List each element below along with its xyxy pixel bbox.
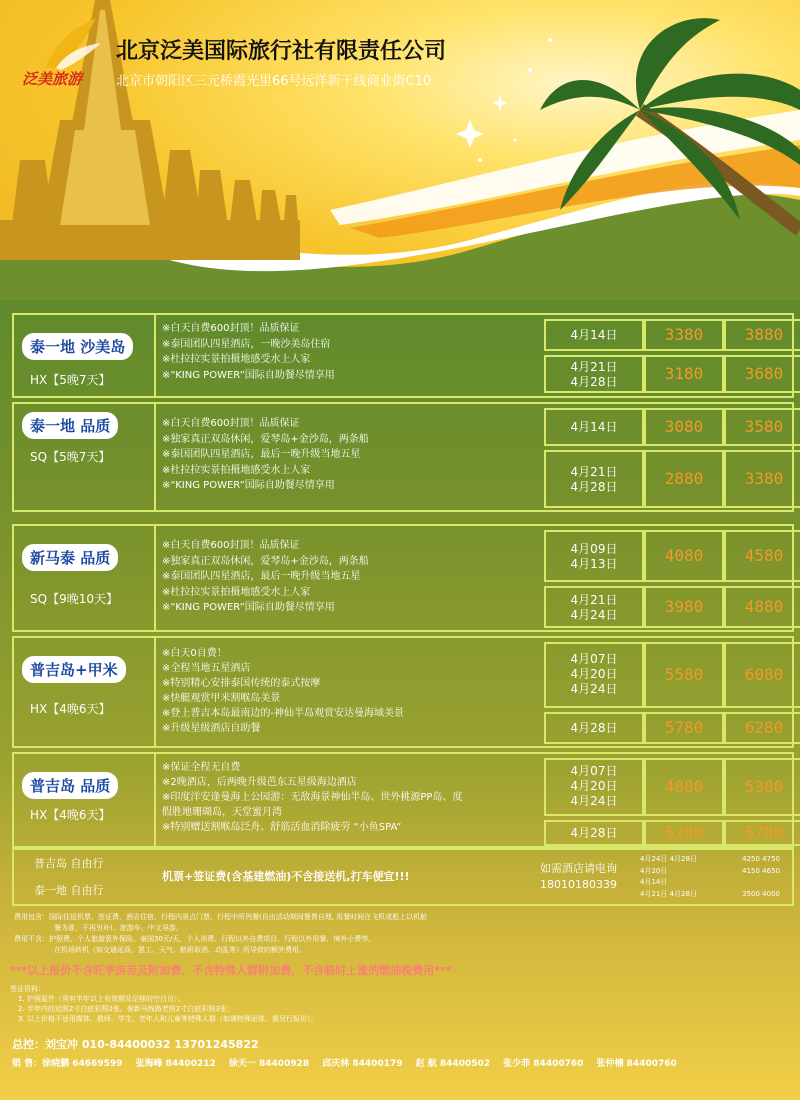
feature-line: ※泰国团队四星酒店，最后一晚升级当地五星 xyxy=(162,449,361,460)
route-duration: SQ【9晚10天】 xyxy=(30,592,118,606)
route-features xyxy=(162,760,542,835)
route-name: 泰一地 沙美岛 xyxy=(22,333,133,360)
feature-line: ※登上普吉本岛最南边的-神仙半岛观赏安达曼海域美景 xyxy=(162,708,404,719)
free-route-name: 普吉岛 自由行 xyxy=(34,857,104,870)
feature-line: ※全程当地五星酒店 xyxy=(162,663,251,674)
route-duration: HX【4晚6天】 xyxy=(30,702,111,716)
price-cell: 5780 xyxy=(724,820,800,846)
date-cell xyxy=(544,408,644,446)
date-cell xyxy=(544,712,644,744)
route-features xyxy=(162,321,542,383)
route-block xyxy=(12,524,794,632)
price-cell: 3080 xyxy=(644,408,724,446)
feature-line: ※白天0自费！ xyxy=(162,648,227,659)
price-cell: 6280 xyxy=(724,712,800,744)
fee-notes xyxy=(14,912,774,956)
price-cell: 2880 xyxy=(644,450,724,508)
date: 4月24日 xyxy=(570,682,618,696)
route-name: 普吉岛 品质 xyxy=(22,772,118,799)
date: 4月20日 xyxy=(570,667,618,681)
feature-line: ※白天自费600封顶！品质保证 xyxy=(162,418,300,429)
date: 4月24日 xyxy=(570,608,618,622)
price-cell: 4880 xyxy=(644,758,724,816)
date: 4月24日 xyxy=(570,794,618,808)
route-duration: HX【4晚6天】 xyxy=(30,808,111,822)
price-cell: 3380 xyxy=(724,450,800,508)
note-line: 在机场转机（如交通延误、罢工、天气、航班取消、动乱等）所导致的额外费用。 xyxy=(54,946,306,954)
feature-line: ※泰国团队四星酒店，一晚沙美岛住宿 xyxy=(162,338,331,350)
route-title-cell xyxy=(14,404,156,510)
feature-line: ※独家真正双岛休闲，爱琴岛+金沙岛，两条船 xyxy=(162,433,369,445)
price-cell: 5280 xyxy=(644,820,724,846)
price-cell: 3580 xyxy=(724,408,800,446)
price-cell: 3180 xyxy=(644,355,724,393)
feature-line: ※快艇观赏甲米割喉岛美景 xyxy=(162,693,281,704)
route-block xyxy=(12,636,794,748)
note-line: 签证资料： xyxy=(10,985,45,993)
note-line: 费用不含：护照费、个人旅游意外保险、泰国30元/天、个人消费、行程以外自费项目、行程以外用餐、境外小费等。 xyxy=(14,935,376,943)
price-warning: ***以上报价不含旺季房差及附加费，不含特殊人群附加费，不含临时上涨的燃油税费用*** xyxy=(10,964,452,977)
price-cell: 5580 xyxy=(644,642,724,708)
logo-text: 泛美旅游 xyxy=(22,70,83,88)
sales-contact: 销 售：徐晓鹏 64669599 xyxy=(12,1059,123,1069)
route-features xyxy=(162,538,542,616)
price-cell: 4580 xyxy=(724,530,800,582)
date: 4月14日 xyxy=(570,420,618,434)
date: 4月21日 xyxy=(570,465,618,479)
date-cell xyxy=(544,450,644,508)
feature-line: ※印度洋安逢曼海上公园游：无敌海景神仙半岛、世外桃源PP岛、度 xyxy=(162,792,463,803)
date-cell xyxy=(544,758,644,816)
free-price: 3500 4000 xyxy=(742,889,780,898)
feature-line: ※白天自费600封顶！品质保证 xyxy=(162,323,300,334)
visa-notes xyxy=(10,984,710,1024)
route-block xyxy=(12,313,794,398)
price-cell: 5780 xyxy=(644,712,724,744)
price-cell: 3980 xyxy=(644,586,724,628)
feature-line: ※白天自费600封顶！品质保证 xyxy=(162,540,300,551)
sales-contact: 邱庆林 84400179 xyxy=(322,1059,403,1069)
free-prices xyxy=(722,854,780,900)
free-dates xyxy=(640,854,697,900)
sales-contact: 赵 航 84400502 xyxy=(415,1059,491,1069)
note-line: 费用包含：国际往返机票、签证费、酒店住宿、行程内景点门票、行程中所列餐(自由活动期间餐费自理, 用餐时间在飞机或船上以机舱 xyxy=(14,913,428,921)
feature-line: ※泰国团队四星酒店，最后一晚升级当地五星 xyxy=(162,571,361,582)
free-date: 4月14日 xyxy=(640,878,668,886)
feature-line: ※杜拉拉实景拍摄地感受水上人家 xyxy=(162,464,311,476)
hotel-note: 如需酒店请电询 xyxy=(540,862,617,875)
free-price: 4150 4650 xyxy=(742,866,780,875)
date-cell xyxy=(544,319,644,351)
date: 4月20日 xyxy=(570,779,618,793)
feature-line: ※保证全程无自费 xyxy=(162,762,241,773)
price-cell: 3680 xyxy=(724,355,800,393)
date: 4月09日 xyxy=(570,542,618,556)
route-features xyxy=(162,416,542,494)
feature-line: ※“KING POWER”国际自助餐尽情享用 xyxy=(162,602,335,613)
free-date: 4月24日 4月28日 xyxy=(640,855,697,863)
company-address: 北京市朝阳区三元桥霞光里66号远洋新干线商业街C10 xyxy=(116,74,432,89)
price-cell: 6080 xyxy=(724,642,800,708)
route-name: 泰一地 品质 xyxy=(22,412,118,439)
price-cell: 4080 xyxy=(644,530,724,582)
route-duration: HX【5晚7天】 xyxy=(30,373,111,387)
feature-line: ※特别精心安排泰国传统的泰式按摩 xyxy=(162,678,321,689)
price-cell: 3880 xyxy=(724,319,800,351)
date-cell xyxy=(544,586,644,628)
note-line: 3. 以上价格不适用媒体、教师、学生、老年人和儿童等特殊人群（如遇特殊团体、需另行报价）。 xyxy=(18,1015,318,1023)
date: 4月07日 xyxy=(570,652,618,666)
route-title-cell xyxy=(14,526,156,630)
date: 4月28日 xyxy=(570,480,618,494)
free-travel-row xyxy=(12,846,794,906)
free-route-name: 泰一地 自由行 xyxy=(34,884,104,897)
date: 4月21日 xyxy=(570,593,618,607)
free-price: 4250 4750 xyxy=(742,855,780,863)
date: 4月28日 xyxy=(570,721,618,735)
date: 4月13日 xyxy=(570,557,618,571)
feature-line: ※“KING POWER”国际自助餐尽情享用 xyxy=(162,480,335,491)
free-desc: 机票+签证费(含基建燃油)不含接送机,打车便宜!!! xyxy=(162,870,410,883)
agent-contact: 总控：刘宝冲 010-84400032 13701245822 xyxy=(12,1038,259,1051)
sales-contact: 张仲楠 84400760 xyxy=(596,1059,677,1069)
feature-line: ※升级星级酒店自助餐 xyxy=(162,723,261,734)
route-title-cell xyxy=(14,754,156,848)
free-price xyxy=(722,877,780,889)
date: 4月07日 xyxy=(570,764,618,778)
route-block xyxy=(12,402,794,512)
note-line: 餐为准，不再另补)、旅游车、中文导游。 xyxy=(54,924,183,932)
hotel-phone: 18010180339 xyxy=(540,878,617,891)
free-date: 4月20日 xyxy=(640,866,668,875)
date-cell xyxy=(544,530,644,582)
price-cell: 3380 xyxy=(644,319,724,351)
route-name: 普吉岛+甲米 xyxy=(22,656,126,683)
price-cell: 4880 xyxy=(724,586,800,628)
free-date: 4月21日 4月28日 xyxy=(640,889,697,898)
feature-line: ※特别赠送割喉岛泛舟、舒筋活血消除疲劳 “小鱼SPA” xyxy=(162,822,402,833)
note-line: 1. 护照原件（须有半年以上有效期及足够的空白页）； xyxy=(18,995,185,1003)
date: 4月28日 xyxy=(570,826,618,840)
date-cell xyxy=(544,820,644,846)
note-line: 2. 半年内的近照2寸白底彩照2张。泰新马线路老照2寸白底彩照3张； xyxy=(18,1005,234,1013)
feature-line: ※杜拉拉实景拍摄地感受水上人家 xyxy=(162,586,311,598)
date: 4月28日 xyxy=(570,375,618,389)
date-cell xyxy=(544,642,644,708)
feature-line: ※2晚酒店，后两晚升级芭东五星级海边酒店 xyxy=(162,777,357,788)
feature-line: ※“KING POWER”国际自助餐尽情享用 xyxy=(162,369,335,381)
route-block xyxy=(12,752,794,850)
route-features xyxy=(162,646,542,736)
route-title-cell xyxy=(14,638,156,746)
sales-contact: 徐天一 84400928 xyxy=(228,1059,310,1069)
date: 4月21日 xyxy=(570,360,618,374)
route-title-cell xyxy=(14,315,156,396)
feature-line: ※独家真正双岛休闲，爱琴岛+金沙岛，两条船 xyxy=(162,555,369,567)
sales-contact: 张海峰 84400212 xyxy=(135,1059,216,1069)
price-cell: 5380 xyxy=(724,758,800,816)
tour-table xyxy=(12,313,794,854)
feature-line: ※杜拉拉实景拍摄地感受水上人家 xyxy=(162,354,311,365)
date-cell xyxy=(544,355,644,393)
company-name: 北京泛美国际旅行社有限责任公司 xyxy=(116,39,447,64)
route-name: 新马泰 品质 xyxy=(22,544,118,571)
date: 4月14日 xyxy=(570,328,618,342)
route-duration: SQ【5晚7天】 xyxy=(30,450,111,464)
feature-line: 假胜地珊瑚岛，天堂蜜月湾 xyxy=(162,807,282,818)
sales-contact: 张少菲 84400760 xyxy=(503,1059,584,1069)
sales-contacts xyxy=(12,1056,792,1069)
